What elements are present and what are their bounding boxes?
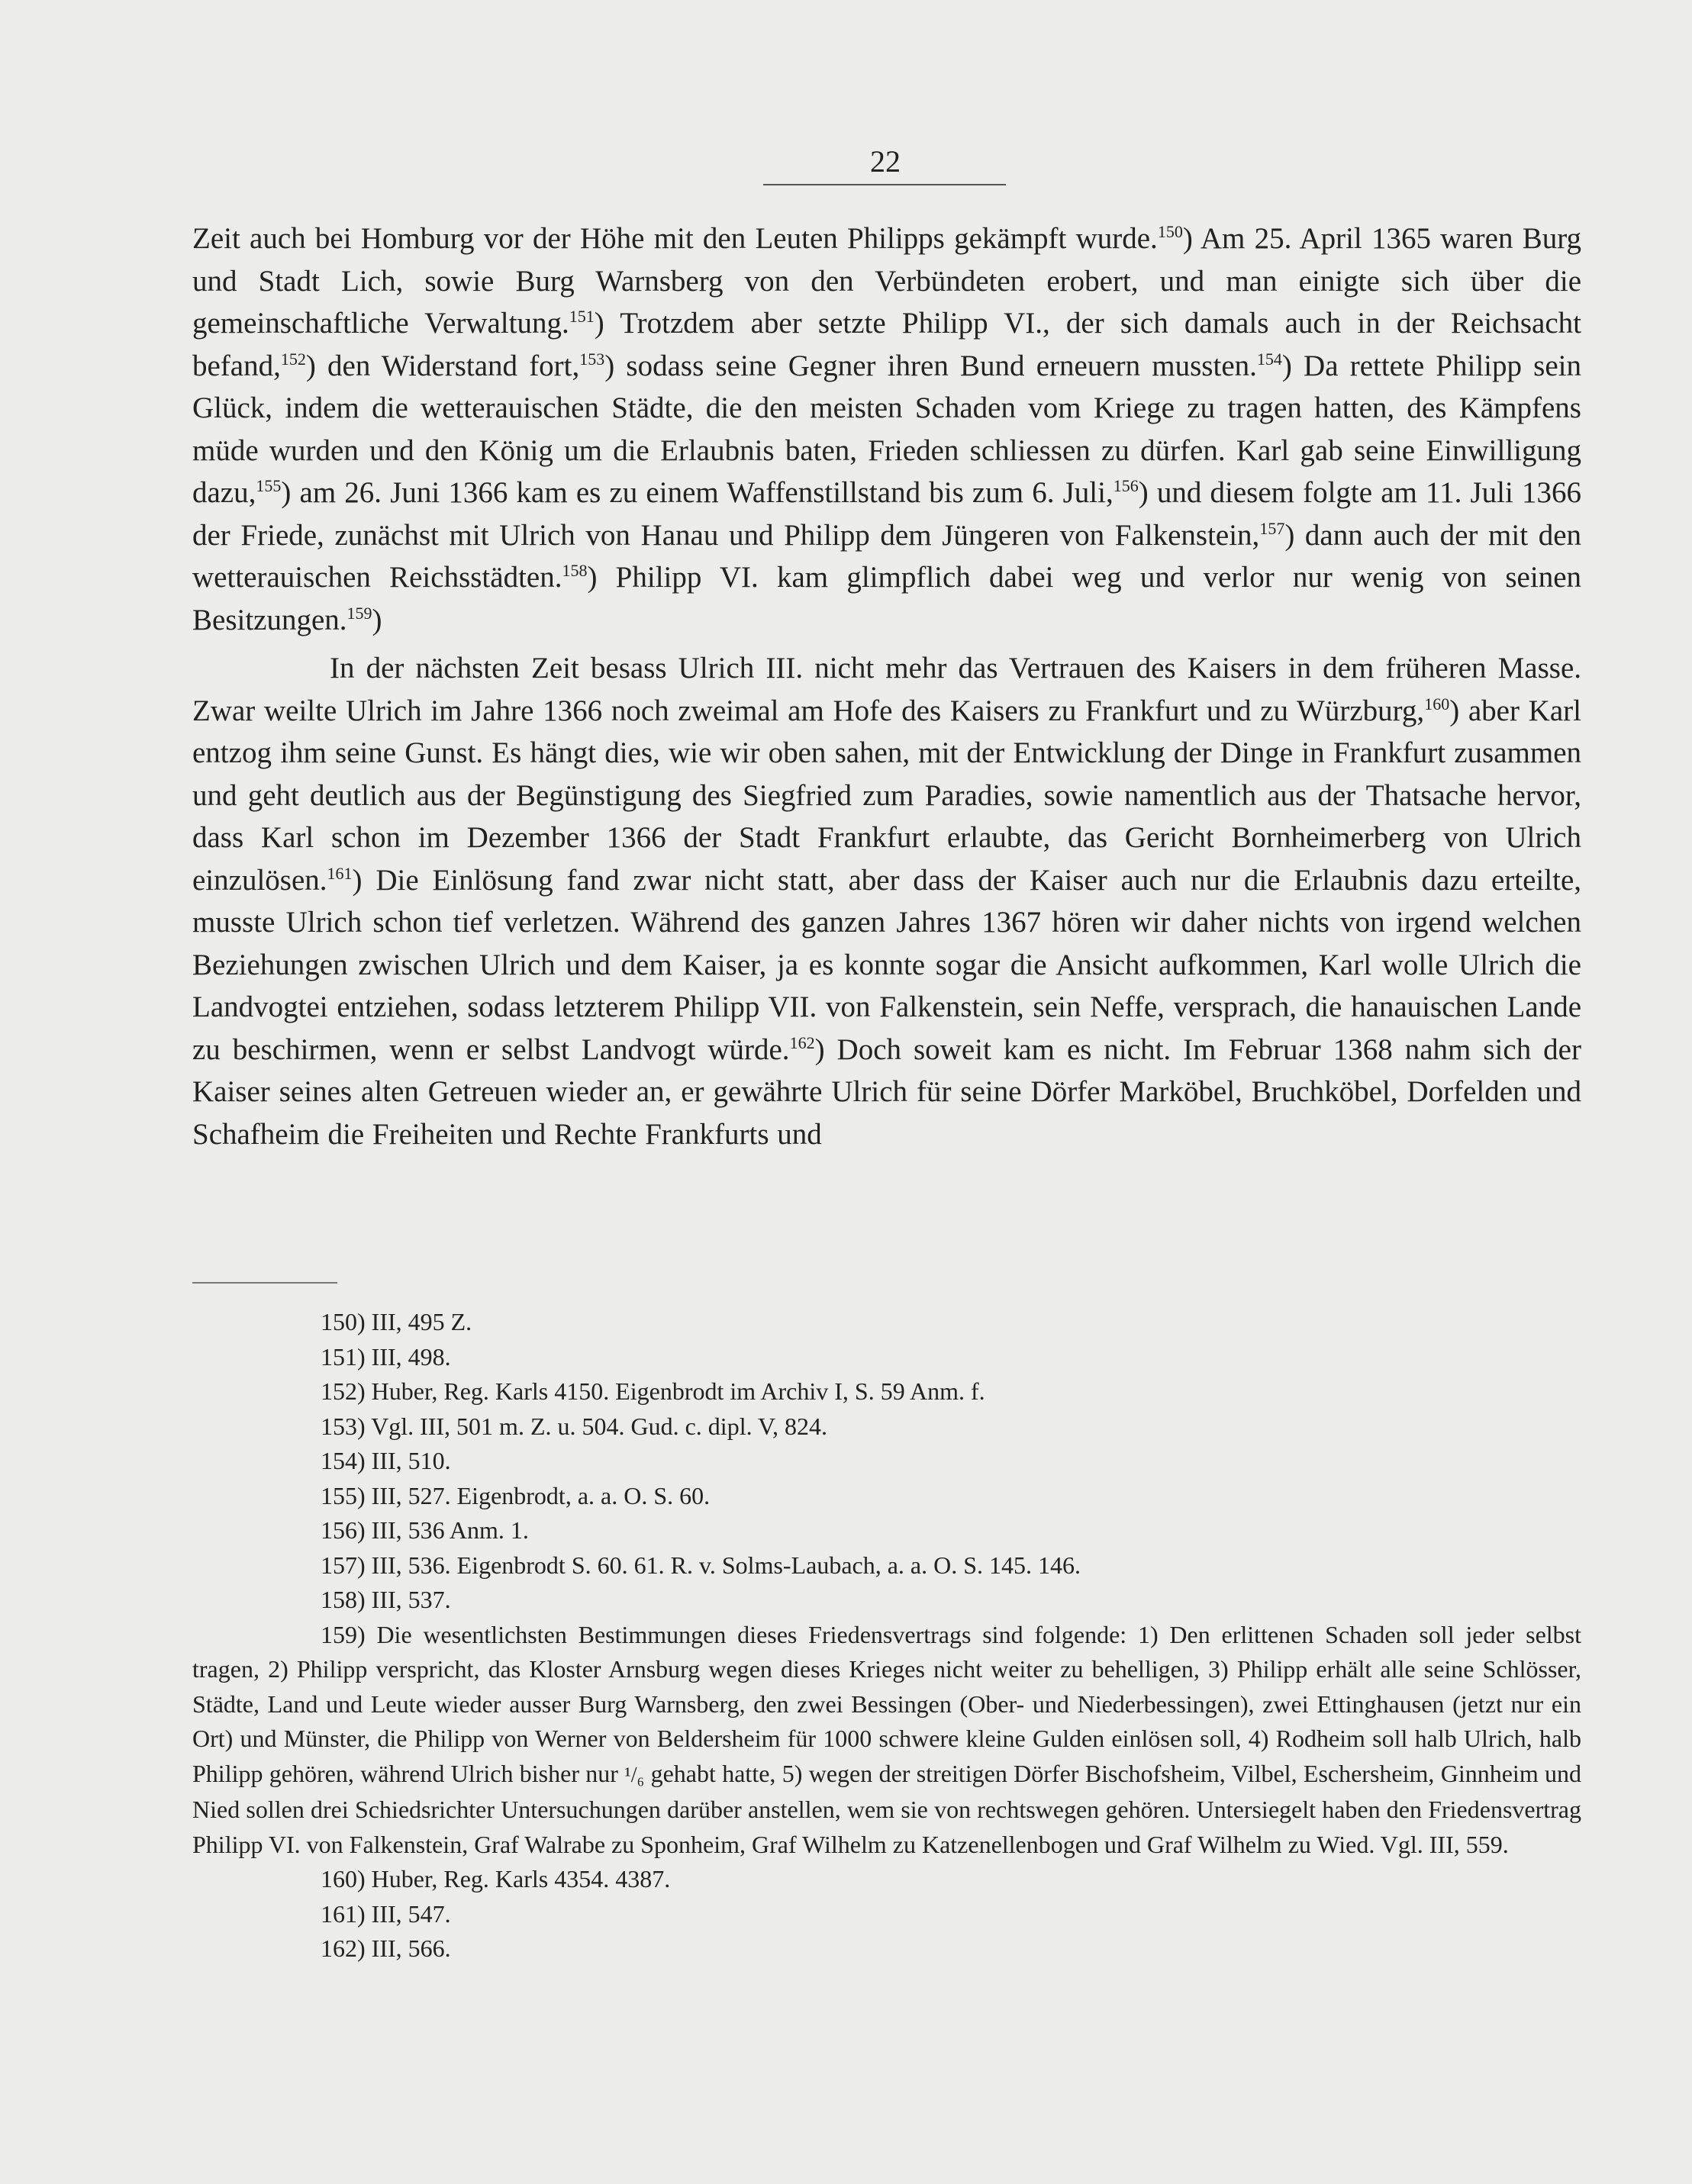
text-run: ) Da rettete Philipp sein Glück, indem die wetterauischen Städte, die den meisten Schaden vom Kriege zu tragen hatten, des Kämpfens müde wurden und den König um die Erlaubnis baten, Frieden schliessen zu dürfen. Karl gab seine Einwilligung dazu, — [192, 349, 1582, 509]
footnote-ref: 162 — [789, 1032, 815, 1052]
footnote: 162) III, 566. — [321, 1934, 451, 1962]
fraction: ¹/₆ — [624, 1763, 645, 1787]
footnote-ref: 151 — [569, 307, 595, 326]
footnote-ref: 161 — [327, 863, 353, 883]
footnote: 160) Huber, Reg. Karls 4354. 4387. — [321, 1865, 671, 1892]
text-run: ) Doch soweit kam es nicht. Im Februar 1368 nahm sich der Kaiser seines alten Getreuen wieder an, er gewährte Ulrich für seine Dörfer Marköbel, Bruchköbel, Dorfelden und Schafheim die Freiheiten und Rechte Frankfurts und — [192, 1032, 1581, 1151]
text-run: ) Die Einlösung fand zwar nicht statt, aber dass der Kaiser auch nur die Erlaubnis dazu erteilte, musste Ulrich schon tief verletzen. Während des ganzen Jahres 1367 hören wir daher nichts von irgend welchen Beziehungen zwischen Ulrich und dem Kaiser, ja es konnte sogar die Ansicht aufkommen, Karl wolle Ulrich die Landvogtei entziehen, sodass letzterem Philipp VII. von Falkenstein, sein Neffe, versprach, die hanauischen Lande zu beschirmen, wenn er selbst Landvogt würde. — [192, 863, 1581, 1066]
text-run: ) den Widerstand fort, — [305, 349, 580, 382]
footnote-159 — [192, 1618, 1581, 1863]
footnote: 157) III, 536. Eigenbrodt S. 60. 61. R. v. Solms-Laubach, a. a. O. S. 145. 146. — [321, 1551, 1081, 1579]
footnote-ref: 156 — [1113, 476, 1139, 495]
text-run: Zeit auch bei Homburg vor der Höhe mit den Leuten Philipps gekämpft wurde. — [192, 222, 1158, 255]
footnote: 154) III, 510. — [321, 1447, 451, 1474]
text-run: ) Philipp VI. kam glimpflich dabei weg und verlor nur wenig von seinen Besitzungen. — [192, 561, 1582, 636]
footnote-ref: 160 — [1424, 694, 1450, 714]
text-run: gehabt hatte, 5) wegen der streitigen Dörfer Bischofsheim, Vilbel, Eschersheim, Ginnheim und Nied sollen drei Schiedsrichter Untersuchungen darüber anstellen, wem sie von rechtswegen gehören. Untersiegelt haben den Friedensvertrag Philipp VI. von Falkenstein, Graf Walrabe zu Sponheim, Graf Wilhelm zu Katzenellenbogen und Graf Wilhelm zu Wied. Vgl. III, 559. — [192, 1759, 1582, 1858]
text-run: ) sodass seine Gegner ihren Bund erneuern mussten. — [604, 349, 1257, 382]
text-run: ) Trotzdem aber setzte Philipp VI., der sich damals auch in der Reichsacht befand, — [192, 307, 1581, 382]
paragraph — [192, 217, 1581, 641]
footnote: 153) Vgl. III, 501 m. Z. u. 504. Gud. c. dipl. V, 824. — [321, 1412, 827, 1440]
footnote-ref: 154 — [1256, 349, 1282, 369]
body-text — [192, 217, 1581, 1155]
text-run: 159) Die wesentlichsten Bestimmungen dieses Friedensvertrags sind folgende: 1) Den erlittenen Schaden soll jeder selbst tragen, 2) Philipp verspricht, das Kloster Arnsburg wegen dieses Krieges nicht weiter zu behelligen, 3) Philipp erhält alle seine Schlösser, Städte, Land und Leute wieder ausser Burg Warnsberg, den zwei Bessingen (Ober- und Niederbessingen), zwei Ettinghausen (jetzt nur ein Ort) und Münster, die Philipp von Werner von Beldersheim für 1000 schwere kleine Gulden einlösen soll, 4) Rodheim soll halb Ulrich, halb Philipp gehören, während Ulrich bisher nur — [192, 1620, 1581, 1787]
footnote: 161) III, 547. — [321, 1899, 451, 1928]
footnote: 152) Huber, Reg. Karls 4150. Eigenbrodt im Archiv I, S. 59 Anm. f. — [321, 1377, 985, 1405]
page-number: 22 — [870, 144, 901, 179]
text-run: ) aber Karl entzog ihm seine Gunst. Es hängt dies, wie wir oben sahen, mit der Entwicklung der Dinge in Frankfurt zusammen und geht deutlich aus der Begünstigung des Siegfried zum Paradies, sowie namentlich aus der Thatsache hervor, dass Karl schon im Dezember 1366 der Stadt Frankfurt erlaubte, das Gericht Bornheimerberg von Ulrich einzulösen. — [192, 694, 1581, 897]
footnote: 150) III, 495 Z. — [321, 1308, 472, 1335]
footnote-ref: 152 — [280, 349, 306, 369]
footnote: 155) III, 527. Eigenbrodt, a. a. O. S. 60. — [321, 1481, 711, 1509]
footnote-ref: 150 — [1157, 222, 1183, 241]
text-run: ) und diesem folgte am 11. Juli 1366 der Friede, zunächst mit Ulrich von Hanau und Philipp dem Jüngeren von Falkenstein, — [192, 476, 1581, 552]
text-run: ) Am 25. April 1365 waren Burg und Stadt Lich, sowie Burg Warnsberg von den Verbündeten erobert, und man einigte sich über die gemeinschaftliche Verwaltung. — [192, 222, 1582, 340]
footnote: 158) III, 537. — [321, 1586, 451, 1613]
footnote-ref: 153 — [579, 349, 605, 369]
footnote-ref: 155 — [256, 476, 282, 495]
paragraph — [192, 647, 1581, 1155]
footnote-ref: 157 — [1259, 518, 1285, 538]
footnotes — [192, 1305, 1581, 1967]
text-run: ) — [372, 603, 382, 636]
footnote: 156) III, 536 Anm. 1. — [321, 1516, 529, 1544]
footnote: 151) III, 498. — [321, 1342, 451, 1371]
header-rule — [763, 184, 1006, 185]
text-run: ) am 26. Juni 1366 kam es zu einem Waffenstillstand bis zum 6. Juli, — [281, 476, 1113, 509]
text-run: ) dann auch der mit den wetterauischen Reichsstädten. — [192, 518, 1582, 594]
footnote-ref: 158 — [562, 561, 588, 580]
footnote-ref: 159 — [346, 603, 372, 623]
footnote-rule — [192, 1282, 337, 1284]
text-run: In der nächsten Zeit besass Ulrich III. nicht mehr das Vertrauen des Kaisers in dem früheren Masse. Zwar weilte Ulrich im Jahre 1366 noch zweimal am Hofe des Kaisers zu Frankfurt und zu Würzburg, — [192, 652, 1581, 727]
